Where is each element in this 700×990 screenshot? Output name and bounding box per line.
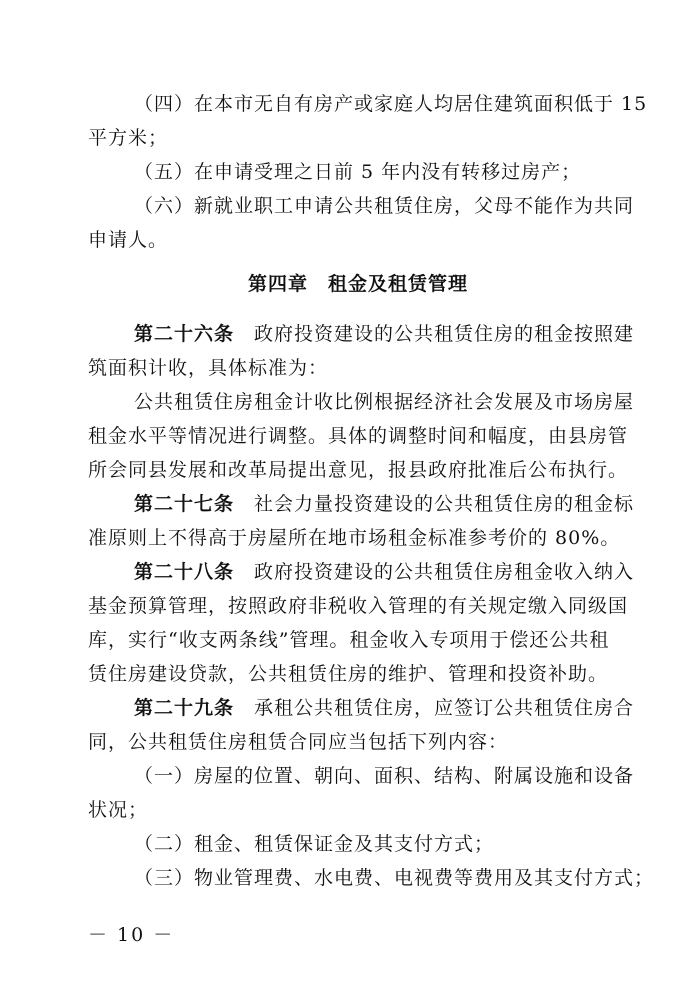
- article-27-line1: [134, 492, 634, 516]
- article-29-text1: 承租公共租赁住房，应签订公共租赁住房合: [234, 697, 635, 719]
- page-number: － 10 －: [88, 924, 175, 946]
- item-four-line1: （四）在本市无自有房产或家庭人均居住建筑面积低于 15: [134, 93, 648, 115]
- article-29-item3: （三）物业管理费、水电费、电视费等费用及其支付方式；: [134, 867, 655, 889]
- article-28-line4: 赁住房建设贷款，公共租赁住房的维护、管理和投资补助。: [88, 663, 609, 685]
- article-29-line1: [134, 696, 634, 720]
- article-26-p2-line1: 公共租赁住房租金计收比例根据经济社会发展及市场房屋: [134, 391, 635, 413]
- article-28-number: 第二十八条: [134, 561, 235, 583]
- article-26-text1: 政府投资建设的公共租赁住房的租金按照建: [234, 323, 635, 345]
- article-27-text1: 社会力量投资建设的公共租赁住房的租金标: [234, 493, 635, 515]
- article-28-line3: 库，实行“收支两条线”管理。租金收入专项用于偿还公共租: [88, 629, 610, 651]
- article-27-number: 第二十七条: [134, 493, 235, 515]
- article-29-line2: 同，公共租赁住房租赁合同应当包括下列内容：: [88, 731, 509, 753]
- article-29-item2: （二）租金、租赁保证金及其支付方式；: [134, 833, 495, 855]
- article-29-item1-line1: （一）房屋的位置、朝向、面积、结构、附属设施和设备: [134, 765, 635, 787]
- item-six-line1: （六）新就业职工申请公共租赁住房，父母不能作为共同: [134, 195, 635, 217]
- article-26-p2-line3: 所会同县发展和改革局提出意见，报县政府批准后公布执行。: [88, 459, 629, 481]
- article-29-number: 第二十九条: [134, 697, 235, 719]
- item-four-line2: 平方米；: [88, 127, 169, 149]
- article-26-number: 第二十六条: [134, 323, 235, 345]
- article-26-line1: [134, 322, 634, 346]
- chapter-title: 第四章 租金及租赁管理: [248, 273, 469, 295]
- article-28-line2: 基金预算管理，按照政府非税收入管理的有关规定缴入同级国: [88, 595, 629, 617]
- article-28-line1: [134, 560, 634, 584]
- article-29-item1-line2: 状况；: [88, 799, 149, 821]
- article-27-line2: 准原则上不得高于房屋所在地市场租金标准参考价的 80%。: [88, 527, 621, 549]
- article-28-text1: 政府投资建设的公共租赁住房租金收入纳入: [234, 561, 635, 583]
- article-26-p2-line2: 租金水平等情况进行调整。具体的调整时间和幅度，由县房管: [88, 425, 629, 447]
- item-six-line2: 申请人。: [88, 229, 169, 251]
- item-five: （五）在申请受理之日前 5 年内没有转移过房产；: [134, 161, 582, 183]
- article-26-line2: 筑面积计收，具体标准为：: [88, 357, 329, 379]
